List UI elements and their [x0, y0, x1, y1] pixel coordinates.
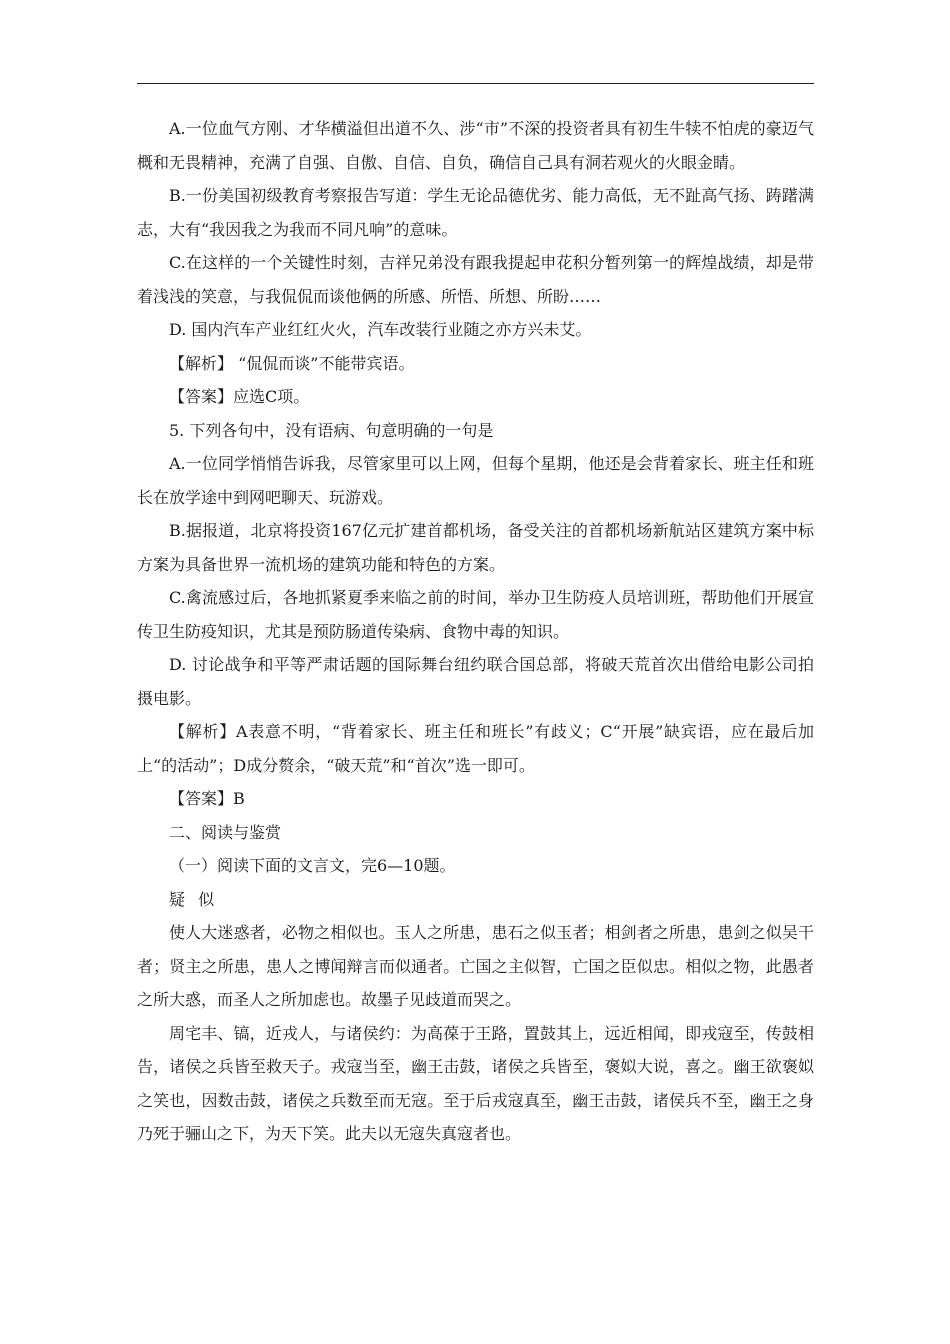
passage-title: 疑 似 — [169, 889, 219, 909]
paragraph-q5-option-b: B.据报道，北京将投资167亿元扩建首都机场，备受关注的首都机场新航站区建筑方案中标方案为具备世界一流机场的建筑功能和特色的方案。 — [137, 521, 814, 574]
header-rule — [137, 83, 814, 84]
paragraph-q5-option-c: C.禽流感过后，各地抓紧夏季来临之前的时间，举办卫生防疫人员培训班，帮助他们开展宣传卫生防疫知识，尤其是预防肠道传染病、食物中毒的知识。 — [137, 588, 814, 641]
paragraph-option-a: A.一位血气方刚、才华横溢但出道不久、涉“市”不深的投资者具有初生牛犊不怕虎的豪迈气概和无畏精神，充满了自强、自傲、自信、自负，确信自己具有洞若观火的火眼金睛。 — [137, 119, 814, 172]
paragraph-answer: 【答案】应选C项。 — [169, 387, 310, 406]
paragraph-q5-option-d: D. 讨论战争和平等严肃话题的国际舞台纽约联合国总部，将破天荒首次出借给电影公司拍摄电影。 — [137, 655, 814, 708]
paragraph-option-d: D. 国内汽车产业红红火火，汽车改装行业随之亦方兴未艾。 — [169, 320, 592, 339]
passage-paragraph-2: 周宅丰、镐，近戎人，与诸侯约：为高葆于王路，置鼓其上，远近相闻，即戎寇至，传鼓相告，诸侯之兵皆至救天子。戎寇当至，幽王击鼓，诸侯之兵皆至，褒姒大说，喜之。幽王欲褒姒之笑也，因数击鼓，诸侯之兵数至而无寇。至于后戎寇真至，幽王击鼓，诸侯兵不至，幽王之身乃死于骊山之下，为天下笑。此夫以无寇失真寇者也。 — [137, 1023, 814, 1143]
paragraph-q5-option-a: A.一位同学悄悄告诉我，尽管家里可以上网，但每个星期，他还是会背着家长、班主任和班长在放学途中到网吧聊天、玩游戏。 — [137, 454, 814, 507]
paragraph-analysis: 【解析】 “侃侃而谈”不能带宾语。 — [169, 353, 415, 373]
paragraph-q5-analysis: 【解析】A表意不明，“背着家长、班主任和班长”有歧义；C“开展”缺宾语，应在最后加上“的活动”；D成分赘余，“破天荒”和“首次”选一即可。 — [137, 722, 814, 775]
subsection-instruction: （一）阅读下面的文言文，完6—10题。 — [169, 856, 456, 875]
paragraph-question-5: 5. 下列各句中，没有语病、句意明确的一句是 — [169, 420, 494, 440]
document-body — [137, 112, 814, 1151]
paragraph-q5-answer: 【答案】B — [169, 789, 245, 808]
section-heading: 二、阅读与鉴赏 — [169, 822, 282, 842]
paragraph-option-c: C.在这样的一个关键性时刻，吉祥兄弟没有跟我提起申花积分暂列第一的辉煌战绩，却是带着浅浅的笑意，与我侃侃而谈他俩的所感、所悟、所想、所盼…… — [137, 253, 814, 306]
paragraph-option-b: B.一份美国初级教育考察报告写道：学生无论品德优劣、能力高低，无不趾高气扬、踌躇满志，大有“我因我之为我而不同凡响”的意味。 — [137, 186, 814, 239]
passage-paragraph-1: 使人大迷惑者，必物之相似也。玉人之所患，患石之似玉者；相剑者之所患，患剑之似吴干者；贤主之所患，患人之博闻辩言而似通者。亡国之主似智，亡国之臣似忠。相似之物，此愚者之所大惑，而圣人之所加虑也。故墨子见歧道而哭之。 — [137, 923, 814, 1009]
